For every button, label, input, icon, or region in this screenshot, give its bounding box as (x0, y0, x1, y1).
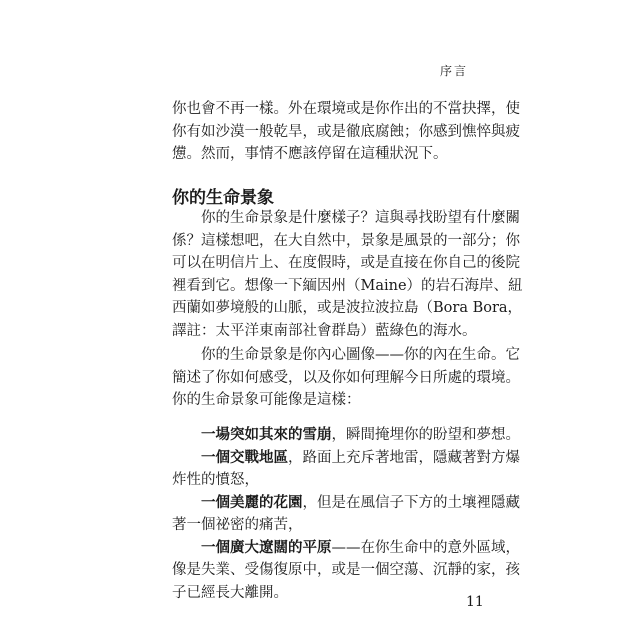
text-line: 西蘭如夢境般的山脈，或是波拉波拉島（Bora Bora， (172, 300, 523, 316)
example-rest: ，但是在風信子下方的土壤裡隱藏 (302, 494, 520, 511)
text-line: 裡看到它。想像一下緬因州（Maine）的岩石海岸、紐 (172, 277, 523, 294)
example-bold: 一個交戰地區 (201, 448, 288, 466)
example-bold: 一個廣大遼闊的平原 (201, 538, 332, 556)
paragraph-2 (172, 344, 520, 412)
text-line: 簡述了你如何感受，以及你如何理解今日所處的環境。 (172, 369, 520, 386)
running-head: 序言 (440, 64, 469, 78)
example-list (172, 424, 520, 604)
text-line: 你也會不再一樣。外在環境或是你作出的不當抉擇，使 (172, 101, 520, 117)
section-heading: 你的生命景象 (172, 188, 274, 208)
example-item (172, 424, 520, 447)
text-line: 你的生命景象是你內心圖像——你的內在生命。它 (172, 347, 520, 363)
text-line: 可以在明信片上、在度假時，或是直接在你自己的後院 (172, 255, 520, 271)
text-line: 譯註：太平洋東南部社會群島）藍綠色的海水。 (172, 322, 477, 339)
text-line: 你的生命景象是什麼樣子？這與尋找盼望有什麼關 (172, 210, 520, 226)
text-line: 你的生命景象可能像是這樣： (172, 392, 361, 408)
page-number: 11 (466, 594, 484, 610)
text-line: 炸性的憤怒， (172, 472, 259, 488)
example-bold: 一個美麗的花園 (201, 493, 303, 511)
paragraph-1 (172, 207, 523, 342)
example-item (172, 447, 520, 470)
text-line: 像是失業、受傷復原中，或是一個空蕩、沉靜的家，孩 (172, 562, 520, 578)
text-line: 你有如沙漠一般乾旱，或是徹底腐蝕；你感到憔悴與疲 (172, 123, 520, 140)
intro-paragraph (172, 98, 520, 166)
text-line: 著一個祕密的痛苦， (172, 517, 303, 533)
example-item (172, 492, 520, 515)
example-rest: ，瞬間掩埋你的盼望和夢想。 (331, 427, 520, 443)
text-line: 係？這樣想吧，在大自然中，景象是風景的一部分；你 (172, 232, 520, 249)
example-rest: ，路面上充斥著地雷，隱藏著對方爆 (288, 449, 520, 466)
example-bold: 一場突如其來的雪崩 (201, 426, 332, 443)
text-line: 憊。然而，事情不應該停留在這種狀況下。 (172, 146, 448, 162)
example-rest: ——在你生命中的意外區域， (331, 539, 520, 556)
text-line: 子已經長大離開。 (172, 584, 288, 601)
example-item (172, 537, 520, 560)
